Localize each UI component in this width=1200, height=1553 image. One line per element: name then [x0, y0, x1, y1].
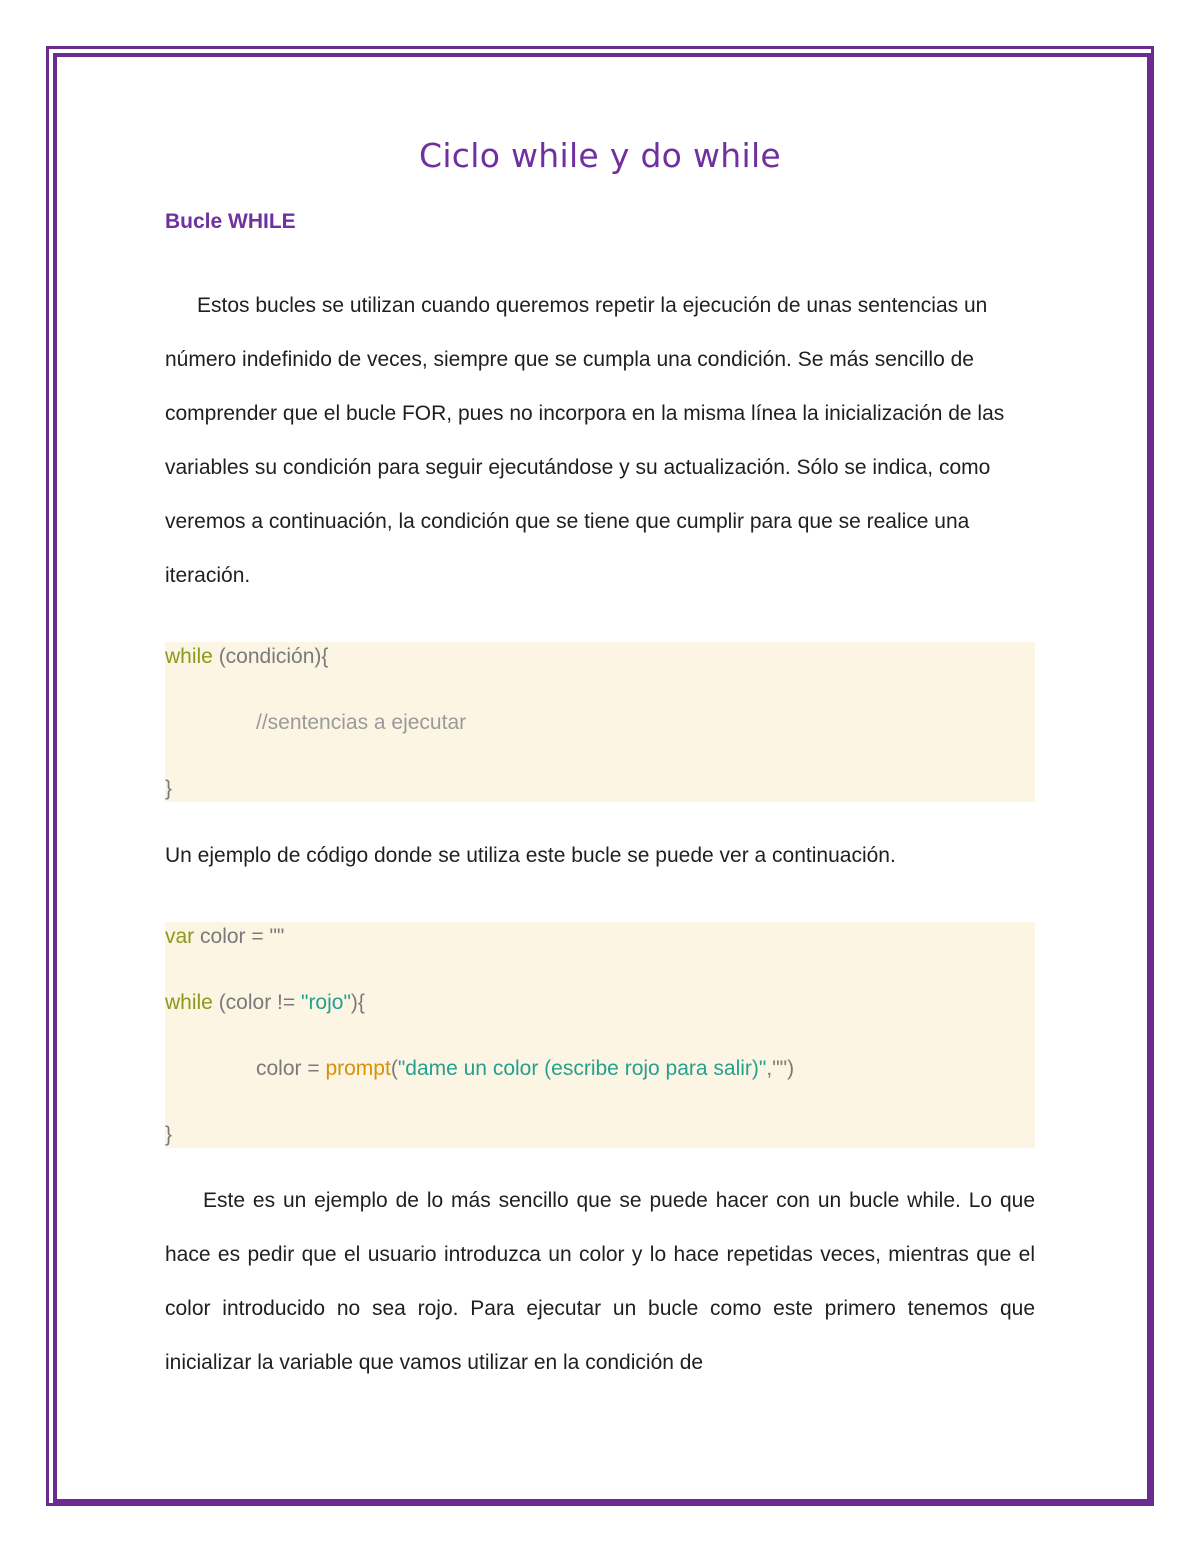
code-keyword: var: [165, 925, 195, 948]
code-text: (: [390, 1057, 398, 1080]
code-string: "dame un color (escribe rojo para salir)": [397, 1057, 767, 1080]
code-text: color = "": [194, 925, 285, 948]
code-text: (condición){: [212, 645, 329, 668]
code-line: [165, 1123, 172, 1147]
code-text: }: [165, 777, 173, 800]
code-comment: //sentencias a ejecutar: [256, 711, 467, 734]
code-line: [256, 1057, 794, 1081]
code-block-example: [165, 922, 1035, 1148]
code-text: }: [165, 1123, 173, 1146]
intro-paragraph: Estos bucles se utilizan cuando queremos repetir la ejecución de unas sentencias un número indefinido de veces, siempre que se cumpla una condición. Se más sencillo de comprender que el bucle FOR, pues no incorpora en la misma línea la inicialización de las variables su condición para seguir ejecutándose y su actualización. Sólo se indica, como veremos a continuación, la condición que se tiene que cumplir para que se realice una iteración.: [165, 294, 1005, 587]
code-keyword: while: [165, 991, 213, 1014]
code-text: ,""): [766, 1057, 795, 1080]
code-keyword: while: [165, 645, 213, 668]
code-line: [256, 711, 466, 735]
code-text: color =: [256, 1057, 326, 1080]
document-title: Ciclo while y do while: [418, 136, 782, 175]
code-string: "rojo": [300, 991, 351, 1014]
example-intro-paragraph: Un ejemplo de código donde se utiliza este bucle se puede ver a continuación.: [165, 844, 896, 867]
explanation-paragraph: Este es un ejemplo de lo más sencillo que se puede hacer con un bucle while. Lo que hace es pedir que el usuario introduzca un color y lo hace repetidas veces, mientras que el color introducido no sea rojo. Para ejecutar un bucle como este primero tenemos que inicializar la variable que vamos utilizar en la condición de: [165, 1189, 1035, 1374]
code-line: [165, 925, 284, 949]
code-function: prompt: [325, 1057, 391, 1080]
code-text: (color !=: [212, 991, 301, 1014]
code-text: ){: [350, 991, 365, 1014]
section-heading: Bucle WHILE: [165, 210, 296, 233]
code-line: [165, 991, 365, 1015]
code-block-syntax: [165, 642, 1035, 802]
code-line: [165, 645, 328, 669]
code-line: [165, 777, 172, 801]
